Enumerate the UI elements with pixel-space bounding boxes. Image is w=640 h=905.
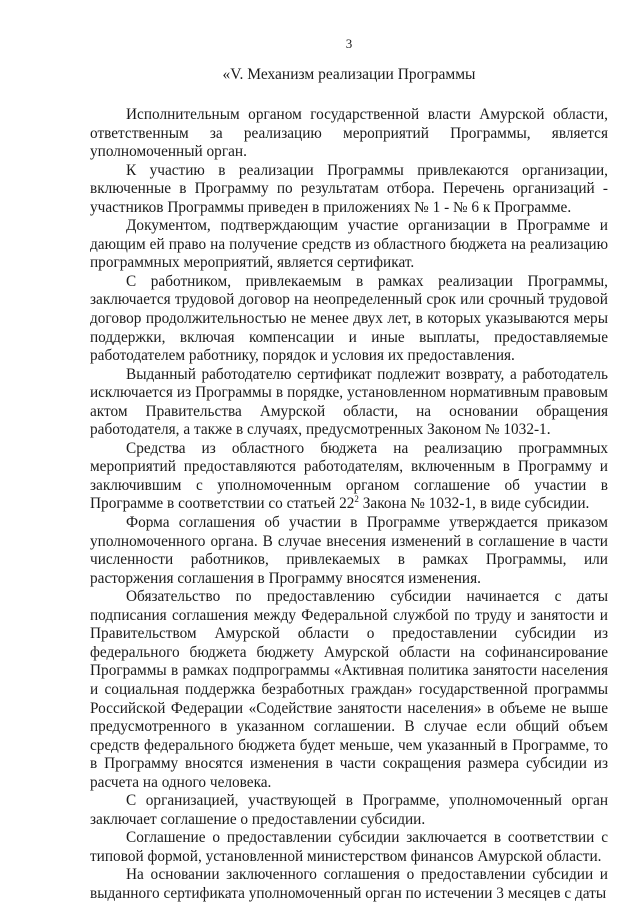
paragraph: Выданный работодателю сертификат подлежит возврату, а работодатель исключается из Программы в порядке, установленном нормативным правовым актом Правительства Амурской области, на основании обращения работодателя, а также в случаях, предусмотренных Законом № 1032-1. [90, 365, 608, 439]
section-title: «V. Механизм реализации Программы [222, 66, 476, 83]
paragraph-text: Закона № 1032-1, в виде субсидии. [358, 495, 590, 513]
paragraph: На основании заключенного соглашения о предоставлении субсидии и выданного сертификата уполномоченный орган по истечении 3 месяцев с даты [90, 866, 608, 902]
superscript: 2 [354, 494, 359, 505]
paragraph: Исполнительным органом государственной власти Амурской области, ответственным за реализацию мероприятий Программы, является уполномоченный орган. [90, 106, 608, 161]
paragraph: С организацией, участвующей в Программе, уполномоченный орган заключает соглашение о предоставлении субсидии. [90, 792, 608, 828]
paragraph: Форма соглашения об участии в Программе утверждается приказом уполномоченного органа. В случае внесения изменений в соглашение в части численности работников, привлекаемых в рамках Программы, или расторжения соглашения в Программу вносятся изменения. [90, 514, 608, 587]
page-number: 3 [345, 36, 353, 51]
paragraph: К участию в реализации Программы привлекаются организации, включенные в Программу по результатам отбора. Перечень организаций - участников Программы приведен в приложениях № 1 - № 6 к Программе. [90, 161, 608, 216]
paragraph-text: Средства из областного бюджета на реализацию программных мероприятий предоставляются работодателям, включенным в Программу и заключившим с уполномоченным органом соглашение об участии в Программе в соответствии со статьей 22 [90, 439, 608, 513]
paragraph: С работником, привлекаемым в рамках реализации Программы, заключается трудовой договор на неопределенный срок или срочный трудовой договор продолжительностью не менее двух лет, в которых указываются меры поддержки, включая компенсации и иные выплаты, предоставляемые работодателем работнику, порядок и условия их предоставления. [90, 272, 608, 365]
paragraph: Соглашение о предоставлении субсидии заключается в соответствии с типовой формой, установленной министерством финансов Амурской области. [90, 829, 608, 865]
paragraph: Обязательство по предоставлению субсидии начинается с даты подписания соглашения между Федеральной службой по труду и занятости и Правительством Амурской области о предоставлении субсидии из федерального бюджета бюджету Амурской области на софинансирование Программы в рамках подпрограммы «Активная политика занятости населения и социальная поддержка безработных граждан» государственной программы Российской Федерации «Содействие занятости населения» в объеме не выше предусмотренного в указанном соглашении. В случае если общий объем средств федерального бюджета будет меньше, чем указанный в Программе, то в Программу вносятся изменения в части сокращения размера субсидии из расчета на одного человека. [90, 588, 608, 791]
paragraph [90, 440, 608, 514]
paragraph: Документом, подтверждающим участие организации в Программе и дающим ей право на получение средств из областного бюджета на реализацию программных мероприятий, является сертификат. [90, 217, 608, 272]
